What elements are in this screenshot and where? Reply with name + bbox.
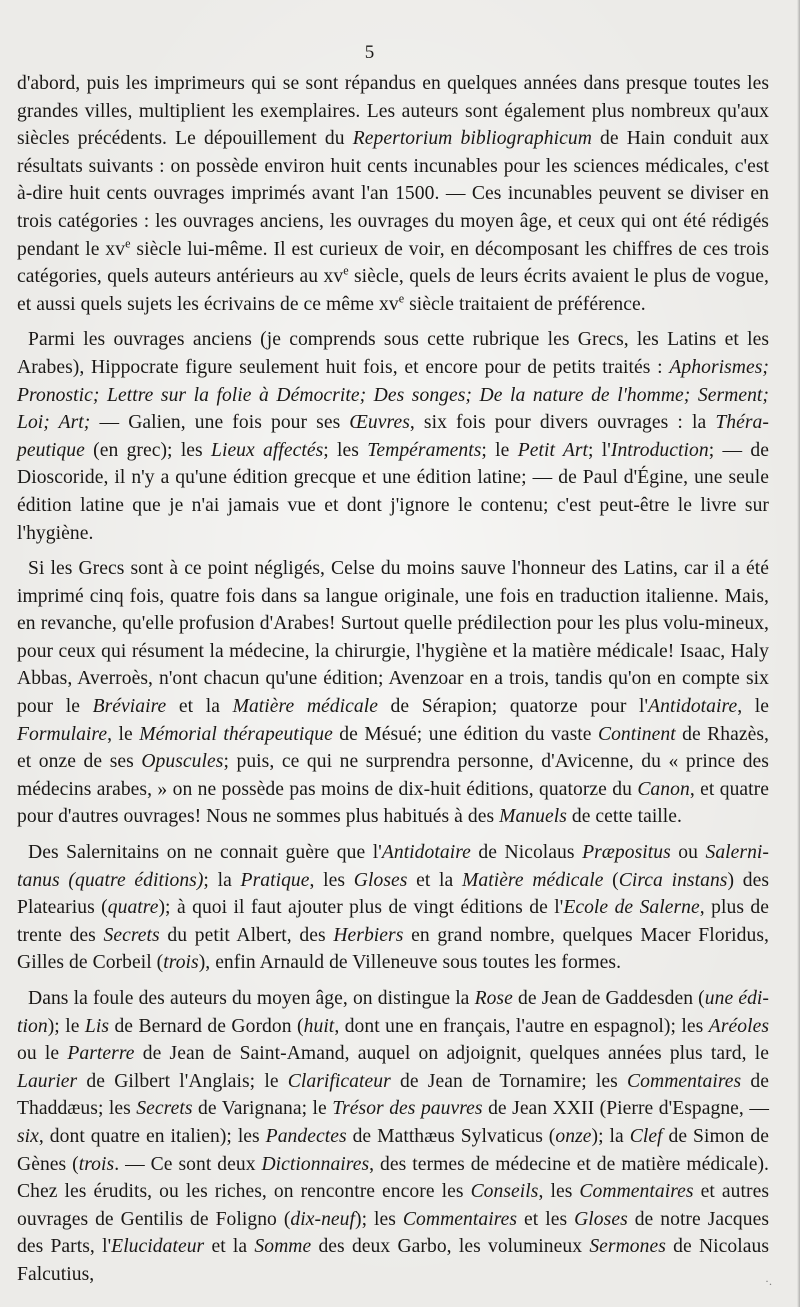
text-run: . — Ce sont deux	[114, 1153, 262, 1175]
text-run: et la	[407, 869, 462, 891]
text-run: ); la	[591, 1125, 630, 1147]
text-run: ); à quoi il faut ajouter plus de vingt éditions de l'	[158, 897, 564, 919]
italic-title: Clarificateur	[287, 1070, 391, 1092]
italic-title: Secrets	[103, 924, 160, 946]
italic-title: Mémorial thérapeutique	[139, 723, 333, 745]
italic-title: Circa instans	[618, 869, 728, 891]
italic-title: quatre	[107, 897, 159, 919]
text-run: , dont quatre en italien); les	[38, 1125, 266, 1147]
italic-title: Herbiers	[333, 924, 404, 946]
text-run: siècle traitaient de préférence.	[404, 293, 646, 315]
text-run: ; puis, ce qui ne surprendra personne, d'Avicenne, du « prince des médecins arabes, » on ne possède pas moins de dix-huit éditions, quatorze du	[17, 751, 769, 800]
italic-title: Théra-peutique	[17, 412, 769, 461]
text-run: Parmi les ouvrages anciens (je comprends sous cette rubrique les Grecs, les Latins et les Arabes), Hippocrate figure seulement huit fois, et encore pour de petits traités :	[17, 329, 769, 378]
italic-title: Antidotaire	[648, 696, 738, 718]
paragraph-5	[17, 985, 769, 1289]
superscript: e	[125, 236, 131, 251]
text-run: et la	[166, 696, 233, 718]
italic-title: Conseils	[470, 1181, 539, 1203]
text-run: ; — de Dioscoride, il n'y a qu'une édition grecque et une édition latine; — de Paul d'Égine, une seule édition latine que je n'ai jamais vue et dont j'ignore le contenu; c'est peut-être le livre sur l'hygiène.	[17, 439, 769, 544]
text-run: et autres ouvrages de Gentilis de Foligno (	[17, 1181, 769, 1230]
italic-title: trois	[163, 952, 199, 974]
italic-title: Aréoles	[708, 1015, 769, 1037]
italic-title: Gloses	[574, 1208, 628, 1230]
text-run: , le	[737, 696, 770, 718]
italic-title: Laurier	[17, 1070, 78, 1092]
text-run: , et quatre pour d'autres ouvrages! Nous ne sommes plus habitués à des	[17, 778, 769, 828]
text-run: de Gilbert l'Anglais; le	[77, 1070, 288, 1092]
text-run: ), enfin Arnauld de Villeneuve sous toutes les formes.	[198, 952, 622, 974]
text-run: ); les	[355, 1208, 403, 1230]
italic-title: Opuscules	[141, 751, 224, 773]
text-run: , les	[538, 1181, 580, 1203]
italic-title: Matière médicale	[461, 869, 604, 891]
text-run: de Thaddæus; les	[17, 1070, 769, 1120]
text-run: et la	[204, 1236, 255, 1258]
italic-title: Rose	[474, 988, 513, 1009]
italic-title: Secrets	[136, 1098, 193, 1120]
text-run: (en grec); les	[84, 439, 211, 461]
text-run: ); le	[47, 1015, 85, 1037]
text-run: , des termes de médecine et de matière médicale). Chez les érudits, ou les riches, on rencontre encore les	[17, 1153, 769, 1203]
italic-title: Pandectes	[265, 1125, 347, 1147]
text-run: d'abord, puis les imprimeurs qui se sont répandus en quelques années dans presque toutes les grandes villes, multiplient les exemplaires. Les auteurs sont également plus nombreux qu'aux siècles précédents. Le dépouillement du	[17, 73, 769, 150]
italic-title: Trésor des pauvres	[332, 1098, 483, 1120]
text-run: de notre Jacques des Parts, l'	[17, 1208, 769, 1258]
italic-title: une édi-tion	[17, 988, 769, 1037]
italic-title: huit	[303, 1015, 335, 1037]
text-run: de Jean de Tornamire; les	[390, 1070, 628, 1092]
italic-title: Sermones	[589, 1236, 666, 1258]
text-run: ou	[670, 842, 706, 864]
body-text	[17, 70, 769, 1297]
text-run: du petit Albert, des	[159, 924, 334, 946]
italic-title: Gloses	[353, 869, 408, 891]
italic-title: Salerni-tanus (quatre éditions)	[17, 842, 769, 891]
italic-title: Petit Art	[517, 439, 589, 461]
italic-title: Continent	[597, 723, 676, 745]
italic-title: Repertorium bibliographicum	[352, 128, 592, 150]
paragraph-3	[17, 555, 769, 831]
italic-title: Dictionnaires	[261, 1153, 370, 1175]
italic-title: Œuvres	[349, 412, 410, 434]
text-run: — Galien, une fois pour ses	[90, 412, 350, 434]
text-run: , dont une en français, l'autre en espagnol); les	[334, 1015, 709, 1037]
text-run: de Bernard de Gordon (	[109, 1015, 304, 1037]
italic-title: Præpositus	[582, 842, 671, 864]
text-run: siècle, quels de leurs écrits avaient le plus de vogue, et aussi quels sujets les écrivains de ce même xv	[17, 266, 769, 315]
text-run: de Matthæus Sylvaticus (	[346, 1125, 556, 1147]
text-run: ) des Platearius (	[17, 869, 770, 919]
text-run: de Jean de Gaddesden (	[512, 988, 705, 1009]
italic-title: Matière médicale	[232, 696, 378, 718]
italic-title: Parterre	[67, 1043, 135, 1065]
text-run: de Nicolaus Falcutius,	[17, 1236, 769, 1285]
italic-title: Lis	[84, 1015, 110, 1037]
italic-title: Clef	[629, 1125, 663, 1147]
text-run: Des Salernitains on ne connait guère que l'	[28, 842, 382, 864]
text-run: en grand nombre, quelques Macer Floridus, Gilles de Corbeil (	[17, 924, 769, 974]
text-run: ; l'	[588, 439, 611, 461]
italic-title: Tempéraments	[367, 439, 482, 461]
paragraph-4	[17, 839, 769, 977]
text-run: des deux Garbo, les volumineux	[311, 1236, 590, 1258]
text-run: de Jean de Saint-Amand, auquel on adjoignit, quelques années plus tard, le	[134, 1043, 769, 1065]
text-run: de Jean XXII (Pierre d'Espagne, —	[482, 1098, 769, 1120]
italic-title: Somme	[254, 1236, 312, 1258]
italic-title: onze	[555, 1125, 592, 1147]
italic-title: dix-neuf	[290, 1208, 356, 1230]
text-run: ; les	[323, 439, 368, 461]
italic-title: Commentaires	[579, 1181, 694, 1203]
italic-title: Bréviaire	[92, 696, 167, 718]
text-run: de Mésué; une édition du vaste	[332, 723, 598, 745]
text-run: (	[603, 869, 619, 891]
italic-title: Aphorismes; Pronostic; Lettre sur la folie à Démocrite; Des songes; De la nature de l'homme; Serment; Loi; Art;	[17, 356, 769, 434]
italic-title: Canon	[637, 778, 690, 800]
text-run: de Sérapion; quatorze pour l'	[377, 696, 649, 718]
italic-title: Ecole de Salerne	[563, 897, 700, 919]
italic-title: Introduction	[610, 439, 709, 461]
paragraph-1	[17, 70, 769, 318]
text-run: de Hain conduit aux résultats suivants : on possède environ huit cents incunables pour les sciences médicales, c'est à-dire huit cents ouvrages imprimés avant l'an 1500. — Ces incunables peuvent se diviser en trois catégories : les ouvrages anciens, les ouvrages du moyen âge, et ceux qui ont été rédigés pendant le xv	[17, 128, 769, 260]
text-run: , plus de trente des	[17, 897, 769, 946]
text-run: ; le	[481, 439, 518, 461]
page-number: 5	[364, 42, 376, 63]
text-run: , le	[107, 723, 140, 745]
text-run: siècle lui-même. Il est curieux de voir, en décomposant les chiffres de ces trois catégories, quels auteurs antérieurs au xv	[17, 238, 769, 288]
italic-title: Commentaires	[627, 1070, 742, 1092]
italic-title: six	[17, 1125, 39, 1147]
italic-title: Commentaires	[402, 1208, 518, 1230]
superscript: e	[343, 263, 349, 278]
text-run: de Simon de Gènes (	[17, 1125, 769, 1175]
italic-title: Elucidateur	[111, 1236, 205, 1258]
corner-mark: ·.	[765, 1274, 772, 1288]
text-run: , six fois pour divers ouvrages : la	[409, 412, 716, 434]
text-run: de cette taille.	[566, 806, 682, 828]
italic-title: Pratique	[240, 869, 310, 891]
text-run: , les	[309, 869, 354, 891]
italic-title: Lieux affectés	[211, 439, 324, 461]
text-run: Dans la foule des auteurs du moyen âge, on distingue la	[28, 988, 475, 1009]
paragraph-2	[17, 326, 769, 547]
text-run: de Varignana; le	[192, 1098, 333, 1120]
italic-title: Antidotaire	[381, 842, 471, 864]
italic-title: Formulaire	[17, 723, 108, 745]
text-run: Si les Grecs sont à ce point négligés, Celse du moins sauve l'honneur des Latins, car il a été imprimé cinq fois, quatre fois dans sa langue originale, une fois en traduction italienne. Mais, en revanche, qu'elle profusion d'Arabes! Surtout quelle prédilection pour les plus volu-mineux, pour ceux qui résument la médecine, la chirurgie, l'hygiène et la matière médicale! Isaac, Haly Abbas, Averroès, n'ont chacun qu'une édition; Avenzoar en a trois, tandis qu'on en compte six pour le	[17, 558, 769, 718]
text-run: de Nicolaus	[470, 842, 583, 864]
italic-title: trois	[78, 1153, 115, 1175]
text-run: de Rhazès, et onze de ses	[17, 723, 770, 773]
superscript: e	[398, 291, 405, 306]
text-run: ; la	[203, 869, 241, 891]
italic-title: Manuels	[499, 806, 567, 828]
text-run: et les	[517, 1208, 575, 1230]
text-run: ou le	[17, 1043, 68, 1065]
